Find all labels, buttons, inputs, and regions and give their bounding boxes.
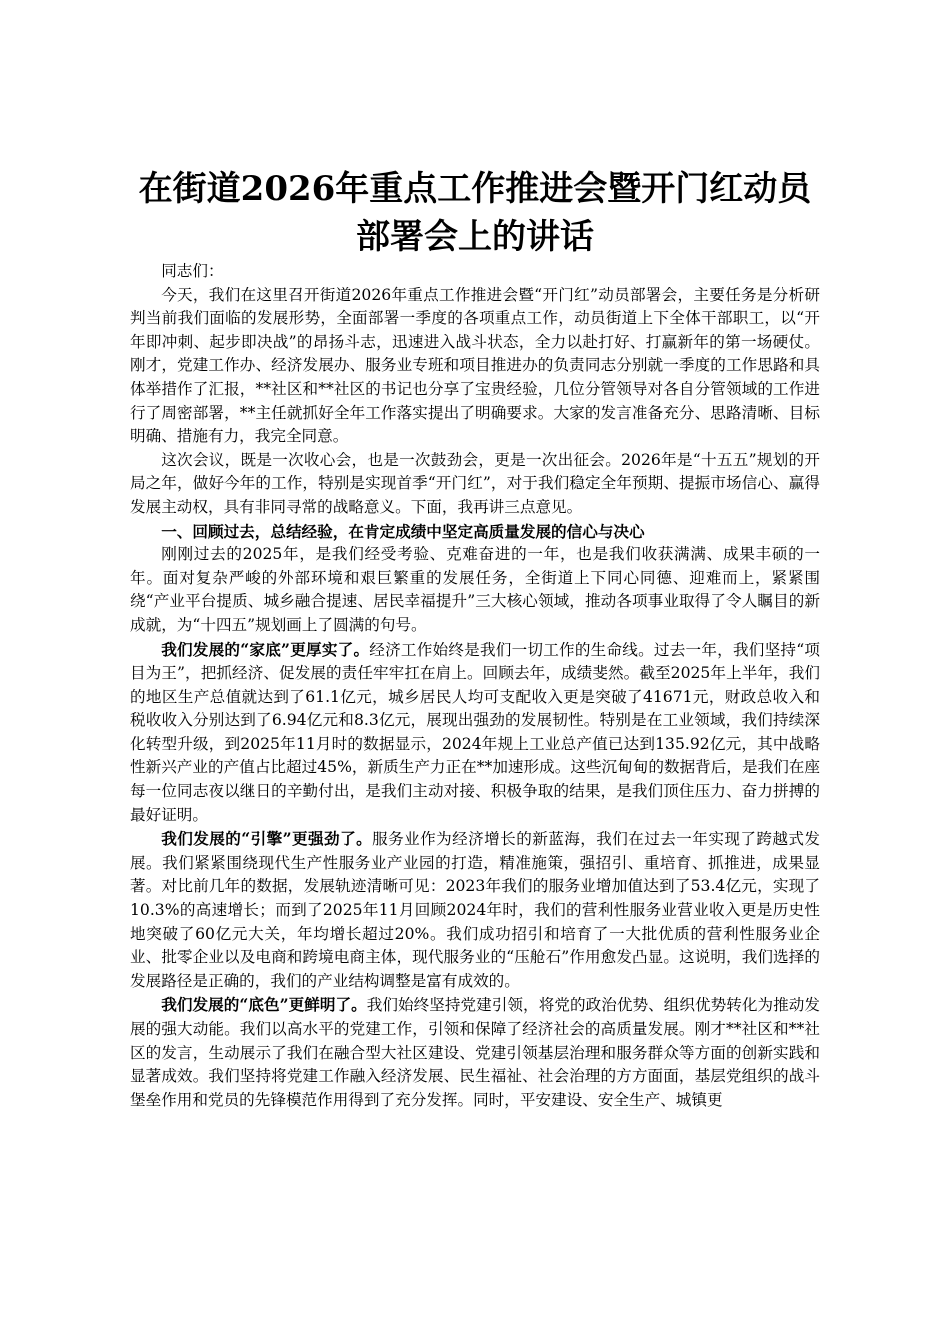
document-title <box>0 165 950 261</box>
title-line-1: 在街道2026年重点工作推进会暨开门红动员 <box>138 169 812 209</box>
paragraph-text: 我们始终坚持党建引领，将党的政治优势、组织优势转化为推动发展的强大动能。我们以高水平的党建工作，引领和保障了经济社会的高质量发展。刚才**社区和**社区的发言，生动展示了我们在融合型大社区建设、党建引领基层治理和服务群众等方面的创新实践和显著成效。我们坚持将党建工作融入经济发展、民生福祉、社会治理的方方面面，基层党组织的战斗堡垒作用和党员的先锋模范作用得到了充分发挥。同时，平安建设、安全生产、城镇更 <box>130 996 820 1109</box>
title-line-2: 部署会上的讲话 <box>356 217 594 257</box>
section-heading-1: 一、回顾过去，总结经验，在肯定成绩中坚定高质量发展的信心与决心 <box>161 521 645 541</box>
greeting: 同志们： <box>161 262 224 280</box>
paragraph-opening: 今天，我们在这里召开街道2026年重点工作推进会暨“开门红”动员部署会，主要任务是分析研判当前我们面临的发展形势，全面部署一季度的各项重点工作，动员街道上下全体干部职工，以“开年即冲刺、起步即决战”的昂扬斗志，迅速进入战斗状态，全力以赴打好、打赢新年的第一场硬仗。刚才，党建工作办、经济发展办、服务业专班和项目推进办的负责同志分别就一季度的工作思路和具体举措作了汇报，**社区和**社区的书记也分享了宝贵经验，几位分管领导对各自分管领域的工作进行了周密部署，**主任就抓好全年工作落实提出了明确要求。大家的发言准备充分、思路清晰、目标明确、措施有力，我完全同意。 <box>130 285 820 446</box>
paragraph-foundation <box>130 638 820 828</box>
document-body <box>130 260 820 1112</box>
paragraph-lead: 我们发展的“引擎”更强劲了。 <box>161 829 373 849</box>
paragraph-meeting-purpose: 这次会议，既是一次收心会，也是一次鼓劲会，更是一次出征会。2026年是“十五五”规划的开局之年，做好今年的工作，特别是实现首季“开门红”，对于我们稳定全年预期、提振市场信心、赢得发展主动权，具有非同寻常的战略意义。下面，我再讲三点意见。 <box>130 450 820 516</box>
paragraph-lead: 我们发展的“家底”更厚实了。 <box>161 639 370 659</box>
paragraph-lead: 我们发展的“底色”更鲜明了。 <box>161 995 367 1015</box>
paragraph-text: 经济工作始终是我们一切工作的生命线。过去一年，我们坚持“项目为王”，把抓经济、促发展的责任牢牢扛在肩上。回顾去年，成绩斐然。截至2025年上半年，我们的地区生产总值就达到了61.1亿元，城乡居民人均可支配收入更是突破了41671元，财政总收入和税收收入分别达到了6.94亿元和8.3亿元，展现出强劲的发展韧性。特别是在工业领域，我们持续深化转型升级，到2025年11月时的数据显示，2024年规上工业总产值已达到135.92亿元，其中战略性新兴产业的产值占比超过45%，新质生产力正在**加速形成。这些沉甸甸的数据背后，是我们在座每一位同志夜以继日的辛勤付出，是我们主动对接、积极争取的结果，是我们顶住压力、奋力拼搏的最好证明。 <box>130 640 820 824</box>
paragraph-engine <box>130 827 820 993</box>
paragraph-background <box>130 993 820 1112</box>
paragraph-text: 服务业作为经济增长的新蓝海，我们在过去一年实现了跨越式发展。我们紧紧围绕现代生产性服务业产业园的打造，精准施策，强招引、重培育、抓推进，成果显著。对比前几年的数据，发展轨迹清晰可见：2023年我们的服务业增加值达到了53.4亿元，实现了10.3%的高速增长；而到了2025年11月回顾2024年时，我们的营利性服务业营业收入更是历史性地突破了60亿元大关，年均增长超过20%。我们成功招引和培育了一大批优质的营利性服务业企业、批零企业以及电商和跨境电商主体，现代服务业的“压舱石”作用愈发凸显。这说明，我们选择的发展路径是正确的，我们的产业结构调整是富有成效的。 <box>130 830 820 990</box>
paragraph-review: 刚刚过去的2025年，是我们经受考验、克难奋进的一年，也是我们收获满满、成果丰硕的一年。面对复杂严峻的外部环境和艰巨繁重的发展任务，全街道上下同心同德、迎难而上，紧紧围绕“产业平台提质、城乡融合提速、居民幸福提升”三大核心领域，推动各项事业取得了令人瞩目的新成就，为“十四五”规划画上了圆满的句号。 <box>130 545 820 634</box>
